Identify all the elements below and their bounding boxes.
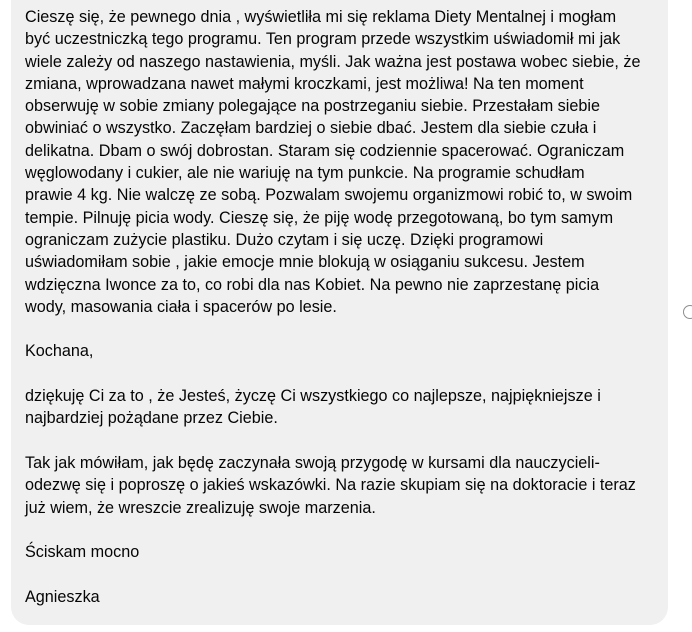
message-paragraph: Ściskam mocno	[25, 543, 140, 562]
message-paragraph: Cieszę się, że pewnego dnia , wyświetliła mi się reklama Diety Mentalnej i mogłam być uczestniczką tego programu. Ten program przede wszystkim uświadomił mi jak wiele zależy od naszego nastawienia, myśli. Jak ważna jest postawa wobec siebie, że zmiana, wprowadzana nawet małymi kroczkami, jest możliwa! Na ten moment obserwuję w sobie zmiany polegające na postrzeganiu siebie. Przestałam siebie obwiniać o wszystko. Zaczęłam bardziej o siebie dbać. Jestem dla siebie czuła i delikatna. Dbam o swój dobrostan. Staram się codziennie spacerować. Ograniczam węglowodany i cukier, ale nie wariuję na tym punkcie. Na programie schudłam prawie 4 kg. Nie walczę ze sobą. Pozwalam swojemu organizmowi robić to, w swoim tempie. Pilnuję picia wody. Cieszę się, że piję wodę przegotowaną, bo tym samym ograniczam zużycie plastiku. Dużo czytam i się uczę. Dzięki programowi uświadomiłam sobie , jakie emocje mnie blokują w osiąganiu sukcesu. Jestem wdzięczna Iwonce za to, co robi dla nas Kobiet. Na pewno nie zaprzestanę picia wody, masowania ciała i spacerów po lesie.	[25, 8, 641, 316]
message-paragraph: Tak jak mówiłam, jak będę zaczynała swoją przygodę w kursami dla nauczycieli- odezwę się i poproszę o jakieś wskazówki. Na razie skupiam się na doktoracie i teraz już wiem, że wreszcie zrealizuję swoje marzenia.	[25, 453, 636, 517]
message-signature: Agnieszka	[25, 587, 100, 606]
message-paragraph: dziękuję Ci za to , że Jesteś, życzę Ci wszystkiego co najlepsze, najpiękniejsze i najbardziej pożądane przez Ciebie.	[25, 387, 601, 428]
message-paragraph: Kochana,	[25, 342, 94, 361]
message-bubble	[11, 0, 668, 625]
more-options-icon[interactable]	[683, 305, 692, 319]
